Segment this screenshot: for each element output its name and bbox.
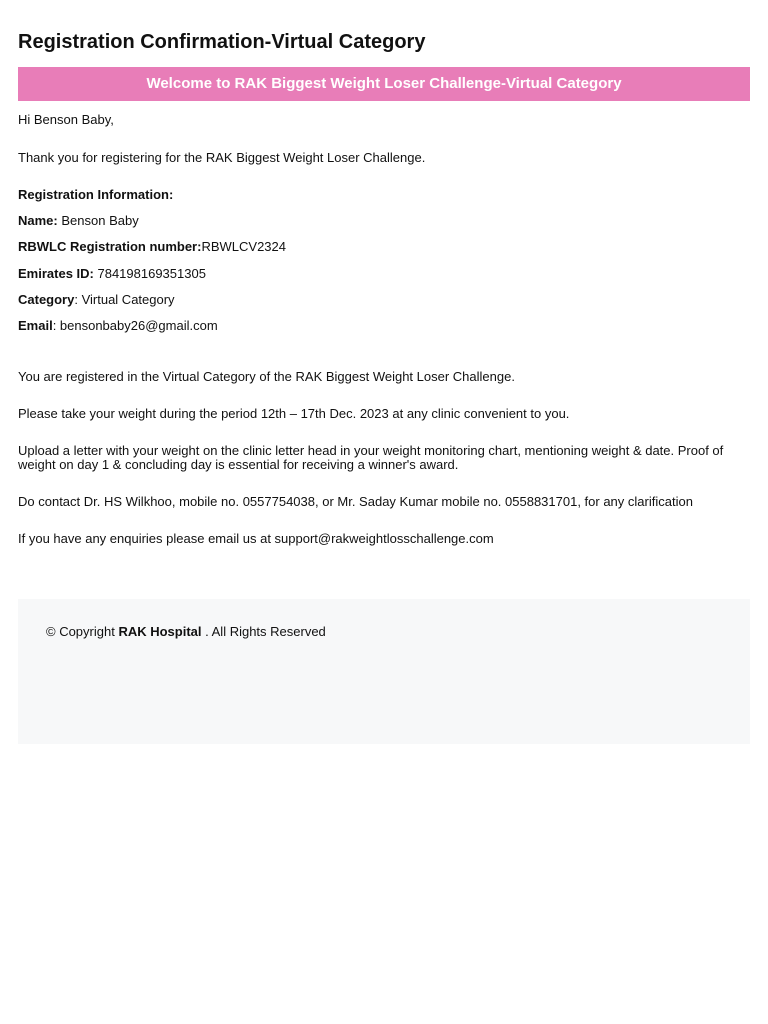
registration-info-heading bbox=[18, 187, 173, 202]
greeting: Hi Benson Baby, bbox=[18, 112, 114, 127]
info-row-registration-number bbox=[18, 239, 286, 254]
email-label: Email bbox=[18, 318, 53, 333]
name-value: Benson Baby bbox=[57, 213, 139, 228]
contact-paragraph: Do contact Dr. HS Wilkhoo, mobile no. 0557754038, or Mr. Saday Kumar mobile no. 0558831701, for any clarification bbox=[18, 494, 693, 509]
page-title: Registration Confirmation-Virtual Category bbox=[18, 31, 426, 53]
category-value: : Virtual Category bbox=[74, 292, 175, 307]
welcome-banner: Welcome to RAK Biggest Weight Loser Challenge-Virtual Category bbox=[18, 67, 750, 101]
info-row-emirates-id bbox=[18, 266, 206, 281]
registration-number-label: RBWLC Registration number: bbox=[18, 239, 202, 254]
info-row-email bbox=[18, 318, 218, 333]
emirates-id-label: Emirates ID: bbox=[18, 266, 94, 281]
registered-paragraph: You are registered in the Virtual Category of the RAK Biggest Weight Loser Challenge. bbox=[18, 369, 515, 384]
name-label: Name: bbox=[18, 213, 58, 228]
copyright-org: RAK Hospital bbox=[118, 624, 202, 639]
copyright-prefix: © Copyright bbox=[46, 624, 119, 639]
enquiries-paragraph: If you have any enquiries please email us at support@rakweightlosschallenge.com bbox=[18, 531, 494, 546]
copyright-suffix: . All Rights Reserved bbox=[201, 624, 326, 639]
email-value: : bensonbaby26@gmail.com bbox=[52, 318, 218, 333]
copyright-text bbox=[46, 624, 326, 639]
info-row-name bbox=[18, 213, 139, 228]
category-label: Category bbox=[18, 292, 75, 307]
upload-paragraph: Upload a letter with your weight on the clinic letter head in your weight monitoring chart, mentioning weight & date. Proof of weight on day 1 & concluding day is essential for receiving a winner's award. bbox=[18, 443, 724, 472]
registration-number-value: RBWLCV2324 bbox=[201, 239, 286, 254]
weight-period-paragraph: Please take your weight during the period 12th – 17th Dec. 2023 at any clinic convenient to you. bbox=[18, 406, 570, 421]
emirates-id-value: 784198169351305 bbox=[93, 266, 206, 281]
thanks-message: Thank you for registering for the RAK Biggest Weight Loser Challenge. bbox=[18, 150, 426, 165]
info-row-category bbox=[18, 292, 175, 307]
footer bbox=[18, 599, 750, 744]
registration-info-heading-text: Registration Information: bbox=[18, 187, 174, 202]
